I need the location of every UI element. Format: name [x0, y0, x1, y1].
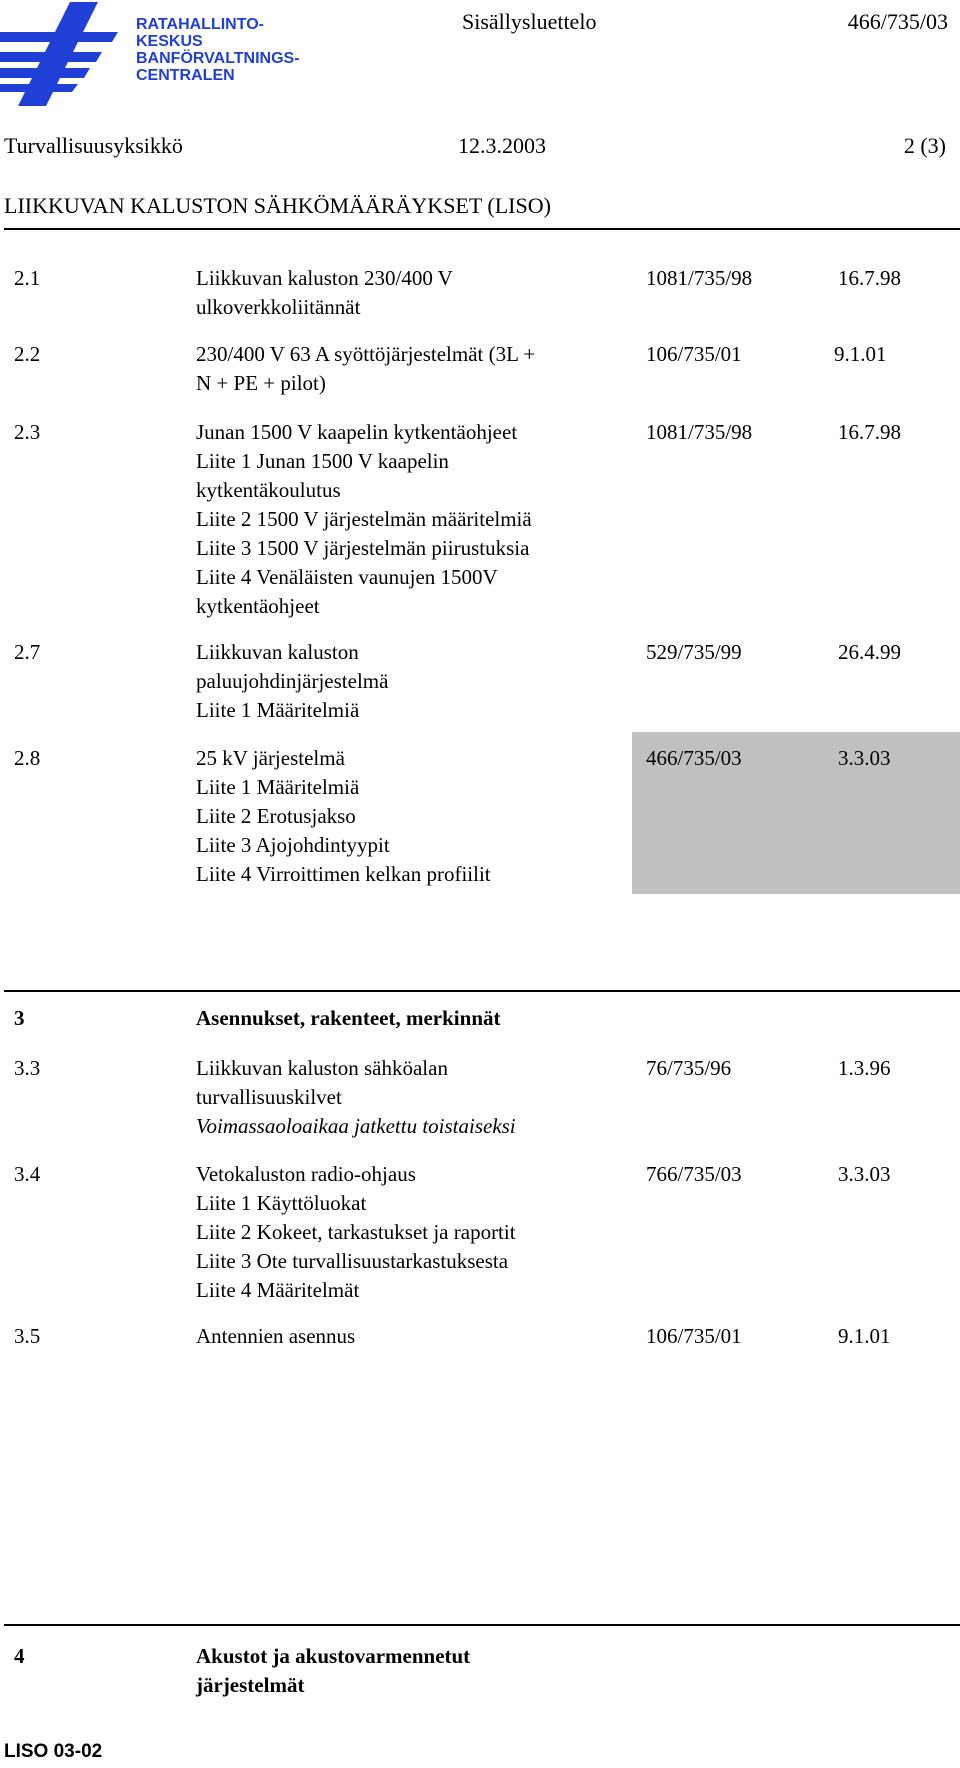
entry-line: Liite 2 1500 V järjestelmän määritelmiä: [196, 507, 532, 531]
entry-date: 3.3.03: [838, 746, 891, 770]
entry-number: 3.3: [14, 1056, 41, 1080]
entry-date: 3.3.03: [838, 1162, 891, 1186]
doc-number: 466/735/03: [847, 9, 948, 34]
department: Turvallisuusyksikkö: [4, 133, 183, 158]
document-title: LIIKKUVAN KALUSTON SÄHKÖMÄÄRÄYKSET (LISO): [4, 193, 551, 218]
entry-line: Vetokaluston radio-ohjaus: [196, 1162, 416, 1186]
section-4-rule: [4, 1624, 960, 1626]
entry-date: 9.1.01: [838, 1324, 891, 1348]
entry-line: kytkentäohjeet: [196, 594, 320, 618]
entry-date: 9.1.01: [834, 342, 887, 366]
entry-title: [196, 1160, 516, 1305]
entry-number: 3.4: [14, 1162, 41, 1186]
section-4-title: [196, 1642, 470, 1700]
entry-title: [196, 638, 388, 725]
entry-title: [196, 1054, 516, 1141]
entry-ref: 466/735/03: [646, 746, 742, 770]
entry-line: N + PE + pilot): [196, 371, 326, 395]
entry-number: 3.5: [14, 1324, 41, 1348]
logo-text: [136, 16, 300, 84]
document-date: 12.3.2003: [458, 133, 546, 158]
entry-ref: 766/735/03: [646, 1162, 742, 1186]
entry-date: 1.3.96: [838, 1056, 891, 1080]
entry-ref: 529/735/99: [646, 640, 742, 664]
entry-number: 2.7: [14, 640, 41, 664]
logo-text-line: CENTRALEN: [136, 67, 235, 84]
section-3-number: 3: [14, 1006, 25, 1030]
logo-text-line: BANFÖRVALTNINGS-: [136, 50, 300, 67]
entry-line: Liikkuvan kaluston: [196, 640, 359, 664]
entry-ref: 1081/735/98: [646, 266, 753, 290]
entry-line: Liite 1 Junan 1500 V kaapelin: [196, 449, 449, 473]
entry-title: [196, 1322, 355, 1351]
entry-line: Liite 3 1500 V järjestelmän piirustuksia: [196, 536, 530, 560]
entry-note: Voimassaoloaikaa jatkettu toistaiseksi: [196, 1114, 516, 1138]
section-3-title: Asennukset, rakenteet, merkinnät: [196, 1006, 501, 1030]
entry-title: [196, 340, 535, 398]
entry-line: Liite 3 Ajojohdintyypit: [196, 833, 390, 857]
entry-ref: 106/735/01: [646, 1324, 742, 1348]
logo-text-line: KESKUS: [136, 33, 203, 50]
entry-line: Liite 1 Määritelmiä: [196, 698, 360, 722]
entry-title: [196, 744, 491, 889]
entry-date: 16.7.98: [838, 420, 901, 444]
entry-line: 25 kV järjestelmä: [196, 746, 345, 770]
page-number: 2 (3): [903, 133, 946, 158]
section-3-rule: [4, 990, 960, 992]
entry-line: Liite 4 Määritelmät: [196, 1278, 360, 1302]
entry-ref: 106/735/01: [646, 342, 742, 366]
entry-line: Liite 1 Määritelmiä: [196, 775, 360, 799]
ratahallintokeskus-logo-icon: [0, 2, 118, 106]
entry-number: 2.2: [14, 342, 41, 366]
entry-line: Liite 2 Kokeet, tarkastukset ja raportit: [196, 1220, 516, 1244]
entry-ref: 1081/735/98: [646, 420, 753, 444]
entry-line: Liikkuvan kaluston sähköalan: [196, 1056, 448, 1080]
logo: [0, 2, 330, 106]
section-4-number: 4: [14, 1644, 25, 1668]
section-4-title-line: järjestelmät: [196, 1673, 305, 1697]
entry-title: [196, 418, 532, 621]
entry-line: paluujohdinjärjestelmä: [196, 669, 389, 693]
entry-line: Liite 2 Erotusjakso: [196, 804, 356, 828]
entry-ref: 76/735/96: [646, 1056, 732, 1080]
entry-line: turvallisuuskilvet: [196, 1085, 342, 1109]
entry-line: kytkentäkoulutus: [196, 478, 341, 502]
entry-title: [196, 264, 453, 322]
footer-code: LISO 03-02: [4, 1741, 103, 1762]
entry-date: 16.7.98: [838, 266, 901, 290]
entry-number: 2.1: [14, 266, 41, 290]
entry-line: Junan 1500 V kaapelin kytkentäohjeet: [196, 420, 518, 444]
entry-line: 230/400 V 63 A syöttöjärjestelmät (3L +: [196, 342, 536, 366]
entry-number: 2.8: [14, 746, 41, 770]
entry-number: 2.3: [14, 420, 41, 444]
entry-date: 26.4.99: [838, 640, 901, 664]
logo-text-line: RATAHALLINTO-: [136, 16, 264, 33]
entry-line: Liite 4 Venäläisten vaunujen 1500V: [196, 565, 498, 589]
section-title: Sisällysluettelo: [462, 9, 597, 34]
entry-line: Liikkuvan kaluston 230/400 V: [196, 266, 453, 290]
entry-line: Liite 1 Käyttöluokat: [196, 1191, 367, 1215]
entry-line: ulkoverkkoliitännät: [196, 295, 361, 319]
title-rule: [4, 228, 960, 230]
section-4-title-line: Akustot ja akustovarmennetut: [196, 1644, 471, 1668]
entry-line: Liite 4 Virroittimen kelkan profiilit: [196, 862, 491, 886]
entry-line: Liite 3 Ote turvallisuustarkastuksesta: [196, 1249, 509, 1273]
entry-line: Antennien asennus: [196, 1324, 356, 1348]
